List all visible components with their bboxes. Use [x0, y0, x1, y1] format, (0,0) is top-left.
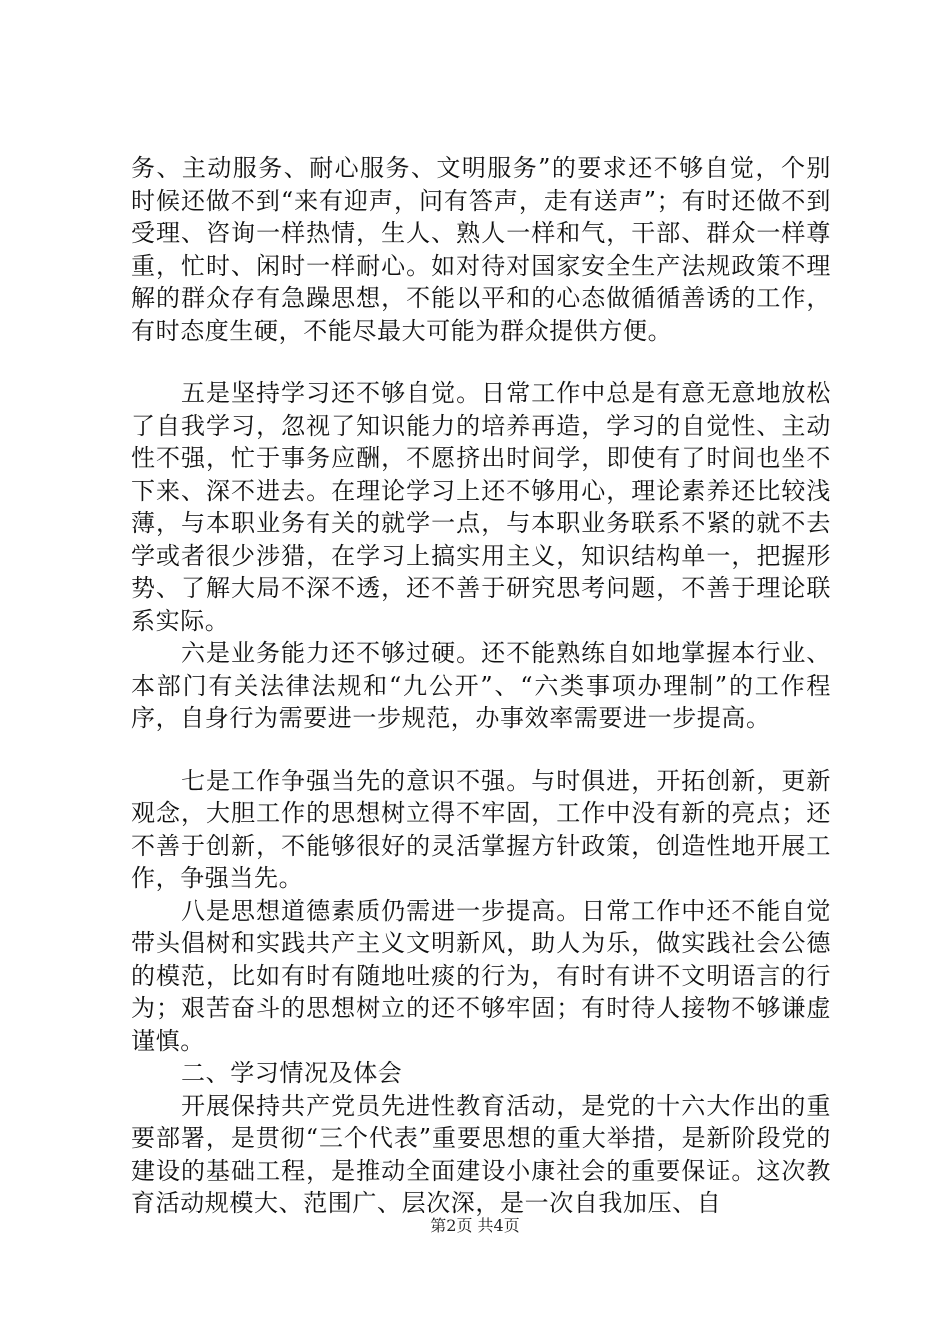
paragraph-gap: [131, 347, 831, 377]
paragraph-business-ability: 六是业务能力还不够过硬。还不能熟练自如地掌握本行业、本部门有关法律法规和“九公开”、“六类事项办理制”的工作程序，自身行为需要进一步规范，办事效率需要进一步提高。: [131, 639, 831, 732]
paragraph-gap: [131, 735, 831, 765]
paragraph-service-attitude: 务、主动服务、耐心服务、文明服务”的要求还不够自觉，个别时候还做不到“来有迎声，问有答声，走有送声”；有时还做不到受理、咨询一样热情，生人、熟人一样和气，干部、群众一样尊重，忙时、闲时一样耐心。如对待对国家安全生产法规政策不理解的群众存有急躁思想，不能以平和的心态做循循善诱的工作，有时态度生硬，不能尽最大可能为群众提供方便。: [131, 154, 831, 345]
paragraph-education-activity: 开展保持共产党员先进性教育活动，是党的十六大作出的重要部署，是贯彻“三个代表”重要思想的重大举措，是新阶段党的建设的基础工程，是推动全面建设小康社会的重要保证。这次教育活动规模大、范围广、层次深，是一次自我加压、自: [131, 1091, 831, 1217]
page-number: 第2页 共4页: [430, 1216, 520, 1235]
paragraph-morality: 八是思想道德素质仍需进一步提高。日常工作中还不能自觉带头倡树和实践共产主义文明新风，助人为乐，做实践社会公德的模范，比如有时有随地吐痰的行为，有时有讲不文明语言的行为；艰苦奋斗的思想树立的还不够牢固；有时待人接物不够谦虚谨慎。: [131, 896, 831, 1055]
section-heading: 二、学习情况及体会: [181, 1059, 403, 1087]
paragraph-study: 五是坚持学习还不够自觉。日常工作中总是有意无意地放松了自我学习，忽视了知识能力的培养再造，学习的自觉性、主动性不强，忙于事务应酬，不愿挤出时间学，即使有了时间也坐不下来、深不进去。在理论学习上还不够用心，理论素养还比较浅薄，与本职业务有关的就学一点，与本职业务联系不紧的就不去学或者很少涉猎，在学习上搞实用主义，知识结构单一，把握形势、了解大局不深不透，还不善于研究思考问题，不善于理论联系实际。: [131, 379, 831, 635]
document-body: [131, 152, 831, 1220]
paragraph-innovation: 七是工作争强当先的意识不强。与时俱进，开拓创新，更新观念，大胆工作的思想树立得不牢固，工作中没有新的亮点；还不善于创新，不能够很好的灵活掌握方针政策，创造性地开展工作，争强当先。: [131, 766, 831, 892]
